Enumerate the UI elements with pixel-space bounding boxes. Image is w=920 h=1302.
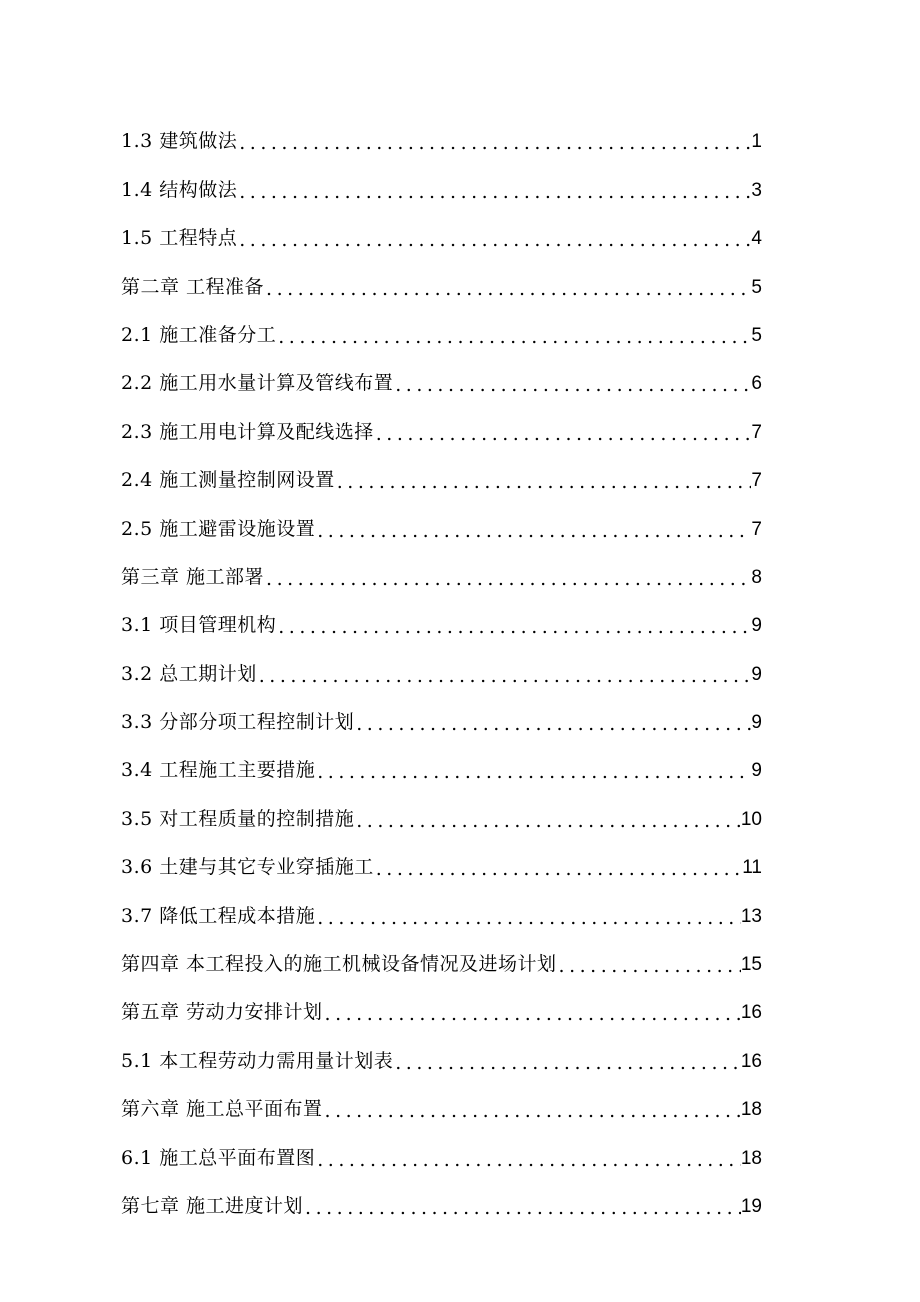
toc-entry-2-4[interactable] <box>121 453 762 501</box>
toc-entry-label: 3.3 分部分项工程控制计划 <box>121 711 355 734</box>
toc-dot-leader <box>315 763 751 791</box>
toc-entry-label: 第二章 工程准备 <box>121 275 265 298</box>
toc-entry-page: 4 <box>751 228 762 250</box>
toc-entry-page: 7 <box>751 518 762 540</box>
toc-dot-leader <box>264 280 751 308</box>
toc-entry-label: 2.2 施工用水量计算及管线布置 <box>121 372 394 395</box>
toc-dot-leader <box>557 957 741 985</box>
toc-entry-3-5[interactable] <box>121 791 762 839</box>
toc-entry-page: 7 <box>751 421 762 443</box>
toc-entry-page: 18 <box>740 1099 762 1121</box>
toc-dot-leader <box>264 570 751 598</box>
toc-entry-label: 6.1 施工总平面布置图 <box>121 1146 316 1169</box>
toc-dot-leader <box>276 618 751 646</box>
toc-dot-leader <box>393 1054 741 1082</box>
toc-entry-page: 9 <box>751 760 762 782</box>
table-of-contents <box>121 114 762 1227</box>
toc-entry-label: 3.2 总工期计划 <box>121 662 257 685</box>
toc-entry-page: 9 <box>751 663 762 685</box>
toc-dot-leader <box>354 812 741 840</box>
toc-dot-leader <box>276 328 751 356</box>
toc-entry-chapter-3[interactable] <box>121 550 762 598</box>
toc-entry-label: 3.5 对工程质量的控制措施 <box>121 807 355 830</box>
toc-dot-leader <box>237 231 751 259</box>
toc-dot-leader <box>393 376 751 404</box>
toc-dot-leader <box>257 667 752 695</box>
toc-entry-label: 1.4 结构做法 <box>121 178 238 201</box>
toc-dot-leader <box>237 134 751 162</box>
toc-entry-2-2[interactable] <box>121 356 762 404</box>
toc-dot-leader <box>354 715 751 743</box>
toc-entry-page: 18 <box>740 1147 762 1169</box>
toc-entry-1-3[interactable] <box>121 114 762 162</box>
toc-entry-chapter-7[interactable] <box>121 1179 762 1227</box>
toc-dot-leader <box>315 522 751 550</box>
toc-entry-3-7[interactable] <box>121 888 762 936</box>
toc-entry-label: 3.4 工程施工主要措施 <box>121 759 316 782</box>
toc-entry-label: 2.1 施工准备分工 <box>121 323 277 346</box>
toc-dot-leader <box>335 473 752 501</box>
toc-entry-page: 9 <box>751 712 762 734</box>
toc-entry-3-3[interactable] <box>121 695 762 743</box>
toc-entry-label: 3.6 土建与其它专业穿插施工 <box>121 856 374 879</box>
toc-entry-page: 1 <box>751 131 762 153</box>
toc-dot-leader <box>303 1199 741 1227</box>
toc-entry-label: 第四章 本工程投入的施工机械设备情况及进场计划 <box>121 953 557 976</box>
toc-entry-2-1[interactable] <box>121 308 762 356</box>
toc-dot-leader <box>374 425 752 453</box>
toc-entry-label: 1.5 工程特点 <box>121 227 238 250</box>
toc-dot-leader <box>315 909 741 937</box>
toc-entry-label: 第六章 施工总平面布置 <box>121 1098 323 1121</box>
toc-entry-label: 第三章 施工部署 <box>121 565 265 588</box>
toc-entry-label: 3.7 降低工程成本措施 <box>121 904 316 927</box>
toc-entry-page: 5 <box>751 276 762 298</box>
toc-entry-1-5[interactable] <box>121 211 762 259</box>
toc-entry-page: 7 <box>751 470 762 492</box>
toc-entry-label: 5.1 本工程劳动力需用量计划表 <box>121 1049 394 1072</box>
toc-entry-2-5[interactable] <box>121 501 762 549</box>
toc-dot-leader <box>323 1005 741 1033</box>
toc-entry-page: 16 <box>740 1002 762 1024</box>
toc-entry-3-6[interactable] <box>121 840 762 888</box>
toc-entry-page: 5 <box>751 324 762 346</box>
toc-entry-page: 10 <box>740 808 762 830</box>
toc-dot-leader <box>323 1102 741 1130</box>
toc-entry-label: 2.3 施工用电计算及配线选择 <box>121 420 374 443</box>
toc-entry-1-4[interactable] <box>121 162 762 210</box>
toc-entry-5-1[interactable] <box>121 1033 762 1081</box>
toc-entry-page: 11 <box>742 857 762 879</box>
toc-entry-chapter-6[interactable] <box>121 1082 762 1130</box>
toc-entry-page: 9 <box>751 615 762 637</box>
toc-entry-label: 2.5 施工避雷设施设置 <box>121 517 316 540</box>
toc-entry-label: 第五章 劳动力安排计划 <box>121 1001 323 1024</box>
toc-entry-label: 3.1 项目管理机构 <box>121 614 277 637</box>
toc-entry-3-4[interactable] <box>121 743 762 791</box>
toc-entry-3-2[interactable] <box>121 646 762 694</box>
toc-entry-page: 16 <box>740 1050 762 1072</box>
toc-entry-page: 15 <box>740 954 762 976</box>
toc-entry-page: 13 <box>740 905 762 927</box>
toc-entry-page: 6 <box>751 373 762 395</box>
toc-entry-page: 19 <box>740 1195 762 1217</box>
toc-entry-chapter-2[interactable] <box>121 259 762 307</box>
toc-entry-page: 3 <box>751 179 762 201</box>
toc-dot-leader <box>315 1151 741 1179</box>
toc-dot-leader <box>237 183 751 211</box>
toc-entry-3-1[interactable] <box>121 598 762 646</box>
toc-dot-leader <box>374 860 743 888</box>
toc-entry-label: 第七章 施工进度计划 <box>121 1194 304 1217</box>
toc-entry-chapter-5[interactable] <box>121 985 762 1033</box>
toc-entry-2-3[interactable] <box>121 404 762 452</box>
toc-entry-label: 1.3 建筑做法 <box>121 130 238 153</box>
toc-entry-6-1[interactable] <box>121 1130 762 1178</box>
toc-entry-chapter-4[interactable] <box>121 937 762 985</box>
toc-entry-label: 2.4 施工测量控制网设置 <box>121 469 335 492</box>
toc-entry-page: 8 <box>751 566 762 588</box>
